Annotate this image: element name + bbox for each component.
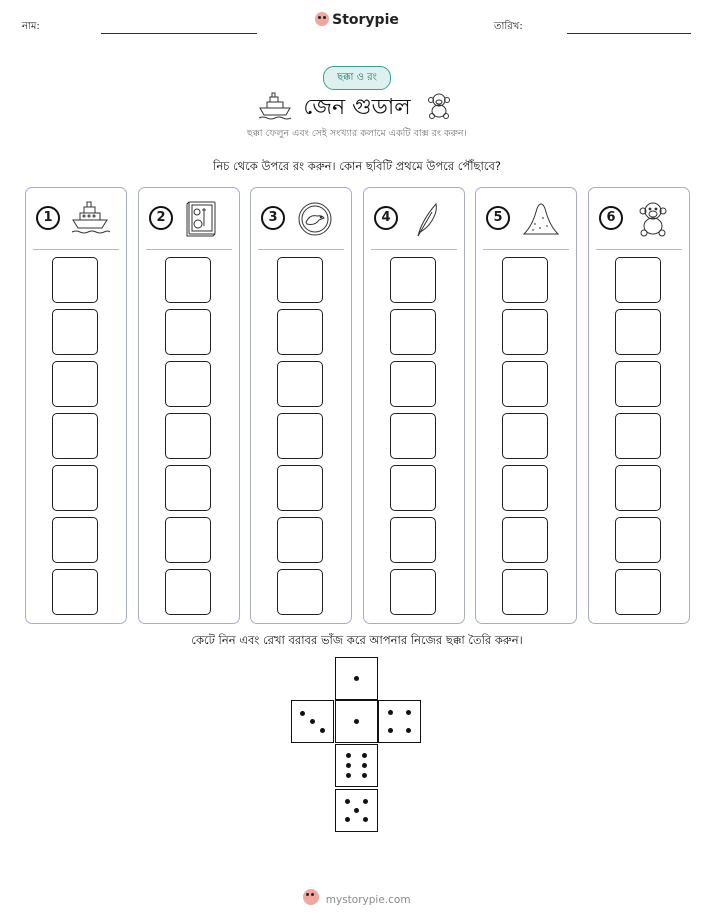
dice-pip (363, 799, 368, 804)
color-box[interactable] (615, 413, 661, 459)
column-number: 1 (36, 206, 60, 230)
date-label: তারিখ: (494, 21, 523, 32)
dice-pip (354, 676, 359, 681)
column-number: 4 (374, 206, 398, 230)
color-box[interactable] (165, 361, 211, 407)
color-box[interactable] (165, 569, 211, 615)
color-box[interactable] (165, 517, 211, 563)
page-title: জেন গুডাল (303, 95, 411, 120)
color-box[interactable] (52, 465, 98, 511)
color-box[interactable] (502, 309, 548, 355)
column-divider (258, 249, 344, 250)
color-box[interactable] (165, 309, 211, 355)
subtitle: ছক্কা ফেলুন এবং সেই সংখ্যার কলামে একটি বাক্স রং করুন। (247, 128, 467, 139)
dice-pip (362, 753, 367, 758)
dice-pip (363, 817, 368, 822)
column-divider (483, 249, 569, 250)
picture-book-icon (183, 200, 223, 238)
column-5 (475, 187, 577, 624)
name-label: নাম: (22, 21, 40, 32)
footer-url[interactable]: mystorypie.com (325, 894, 411, 906)
feather-icon (408, 200, 448, 238)
dice-face-1 (335, 657, 378, 700)
color-box[interactable] (615, 309, 661, 355)
color-box[interactable] (615, 569, 661, 615)
color-box[interactable] (615, 517, 661, 563)
color-box[interactable] (390, 517, 436, 563)
color-box[interactable] (277, 569, 323, 615)
dice-pip (354, 808, 359, 813)
color-box[interactable] (502, 569, 548, 615)
color-box[interactable] (52, 569, 98, 615)
color-box[interactable] (502, 257, 548, 303)
color-box[interactable] (52, 361, 98, 407)
dice-pip (406, 728, 411, 733)
color-box[interactable] (390, 569, 436, 615)
footer (0, 889, 714, 906)
brand-logo (0, 12, 714, 28)
dice-pip (310, 719, 315, 724)
color-box[interactable] (165, 413, 211, 459)
column-divider (33, 249, 119, 250)
storypie-logo-icon (315, 12, 329, 26)
color-box[interactable] (390, 361, 436, 407)
color-box[interactable] (502, 413, 548, 459)
dice-face-5 (335, 789, 378, 832)
dice-pip (362, 773, 367, 778)
dice-pip (346, 763, 351, 768)
column-number: 3 (261, 206, 285, 230)
color-box[interactable] (52, 413, 98, 459)
color-box[interactable] (277, 517, 323, 563)
dice-pip (345, 799, 350, 804)
bird-coin-icon (295, 200, 335, 238)
dice-face-4 (378, 700, 421, 743)
color-box[interactable] (502, 517, 548, 563)
storypie-footer-logo-icon (303, 889, 319, 905)
activity-badge: ছক্কা ও রং (323, 66, 391, 90)
color-box[interactable] (502, 465, 548, 511)
dice-pip (362, 763, 367, 768)
column-1 (25, 187, 127, 624)
dice-pip (300, 711, 305, 716)
dice-pip (406, 710, 411, 715)
column-number: 2 (149, 206, 173, 230)
color-box[interactable] (277, 257, 323, 303)
color-box[interactable] (277, 361, 323, 407)
column-divider (371, 249, 457, 250)
color-box[interactable] (277, 465, 323, 511)
dice-face-3 (291, 700, 334, 743)
dice-pip (345, 817, 350, 822)
column-divider (146, 249, 232, 250)
color-box[interactable] (165, 465, 211, 511)
column-number: 6 (599, 206, 623, 230)
color-box[interactable] (52, 517, 98, 563)
color-box[interactable] (615, 465, 661, 511)
color-box[interactable] (390, 413, 436, 459)
title-monkey-icon (426, 92, 452, 120)
dice-pip (320, 728, 325, 733)
title-ship-icon (258, 92, 292, 120)
color-box[interactable] (165, 257, 211, 303)
column-6 (588, 187, 690, 624)
column-number: 5 (486, 206, 510, 230)
color-box[interactable] (52, 257, 98, 303)
ship-icon (70, 200, 110, 238)
column-4 (363, 187, 465, 624)
color-box[interactable] (615, 257, 661, 303)
color-box[interactable] (390, 465, 436, 511)
dice-pip (354, 719, 359, 724)
brand-name: Storypie (332, 12, 399, 28)
dice-pip (346, 773, 351, 778)
color-box[interactable] (502, 361, 548, 407)
cut-instruction: কেটে নিন এবং রেখা বরাবর ভাঁজ করে আপনার নিজের ছক্কা তৈরি করুন। (191, 633, 523, 647)
instruction: নিচ থেকে উপরে রং করুন। কোন ছবিটি প্রথমে উপরে পৌঁছাবে? (213, 159, 501, 173)
termite-mound-icon (520, 200, 560, 238)
color-box[interactable] (390, 257, 436, 303)
dice-face-6 (335, 744, 378, 787)
monkey-toy-icon (633, 200, 673, 238)
dice-pip (388, 710, 393, 715)
color-box[interactable] (277, 413, 323, 459)
column-divider (596, 249, 682, 250)
dice-face-1 (335, 700, 378, 743)
dice-pip (346, 753, 351, 758)
column-2 (138, 187, 240, 624)
name-line[interactable] (101, 33, 257, 34)
dice-pip (388, 728, 393, 733)
date-line[interactable] (567, 33, 691, 34)
color-box[interactable] (615, 361, 661, 407)
column-3 (250, 187, 352, 624)
color-box[interactable] (277, 309, 323, 355)
color-box[interactable] (52, 309, 98, 355)
color-box[interactable] (390, 309, 436, 355)
